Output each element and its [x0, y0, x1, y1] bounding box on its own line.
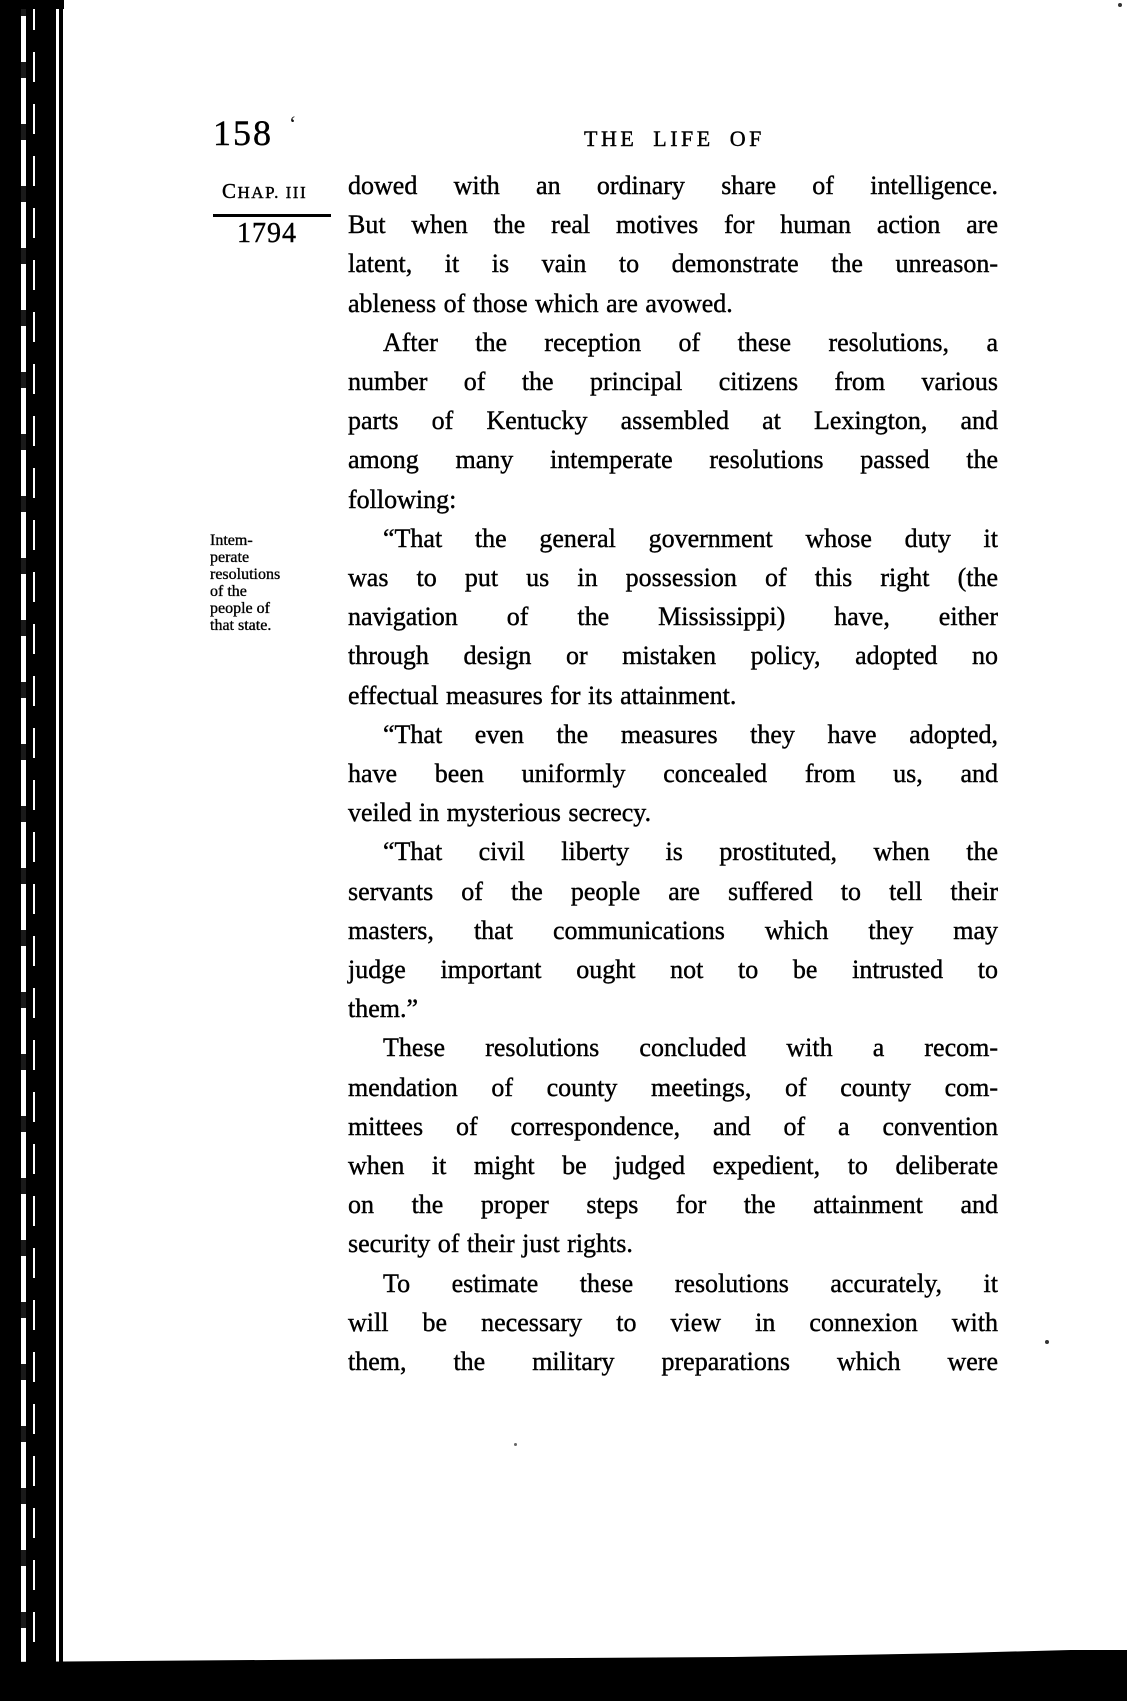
- gutter-texture: [21, 0, 26, 1701]
- paragraph: [348, 166, 998, 323]
- margin-note-line: Intem-: [210, 532, 253, 549]
- text-line: parts of Kentucky assembled at Lexington, and: [348, 406, 998, 436]
- text-line: mittees of correspondence, and of a convention: [348, 1111, 998, 1141]
- text-line: them.”: [348, 994, 419, 1024]
- text-line: number of the principal citizens from various: [348, 367, 998, 397]
- text-line: ableness of those which are avowed.: [348, 288, 733, 318]
- paragraph: [348, 1028, 998, 1263]
- text-line: “That civil liberty is prostituted, when the: [383, 837, 998, 867]
- margin-note-line: perate: [210, 549, 250, 566]
- paragraph: [348, 1264, 998, 1382]
- text-line: mendation of county meetings, of county com-: [348, 1072, 998, 1102]
- text-line: “That the general government whose duty it: [383, 523, 998, 553]
- text-line: But when the real motives for human action are: [348, 210, 998, 240]
- running-header: THE LIFE OF: [584, 126, 765, 151]
- gutter-texture: [33, 0, 35, 1701]
- margin-note-line: people of: [210, 600, 270, 617]
- margin-note: [210, 532, 335, 634]
- text-line: following:: [348, 484, 457, 514]
- stray-ink-mark: ‘: [289, 111, 297, 136]
- ink-speck: [1118, 3, 1122, 7]
- margin-note-line: that state.: [210, 617, 272, 634]
- page-number: 158: [213, 113, 273, 153]
- text-line: masters, that communications which they may: [348, 915, 998, 945]
- text-line: through design or mistaken policy, adopted no: [348, 641, 998, 671]
- text-line: veiled in mysterious secrecy.: [348, 798, 652, 828]
- text-line: After the reception of these resolutions, a: [383, 327, 998, 357]
- chapter-rule: [213, 214, 331, 217]
- year-label: 1794: [237, 218, 297, 249]
- text-line: To estimate these resolutions accurately, it: [383, 1268, 998, 1298]
- text-line: judge important ought not to be intrusted to: [348, 955, 998, 985]
- ink-speck: [514, 1443, 517, 1446]
- text-line: have been uniformly concealed from us, and: [348, 759, 998, 789]
- text-line: These resolutions concluded with a recom-: [383, 1033, 998, 1063]
- text-line: effectual measures for its attainment.: [348, 680, 737, 710]
- margin-note-line: resolutions: [210, 566, 281, 583]
- paragraph: [348, 323, 998, 519]
- text-line: on the proper steps for the attainment and: [348, 1190, 998, 1220]
- bottom-scan-band: [0, 1650, 1127, 1701]
- binding-gutter-artifact: [0, 0, 64, 1701]
- ink-speck: [1045, 1340, 1049, 1344]
- text-line: security of their just rights.: [348, 1229, 633, 1259]
- paragraph: [348, 832, 998, 1028]
- paragraph: [348, 519, 998, 715]
- text-line: “That even the measures they have adopted,: [383, 719, 998, 749]
- text-line: among many intemperate resolutions passed the: [348, 445, 998, 475]
- text-line: was to put us in possession of this right (the: [348, 563, 998, 593]
- body-text: [348, 166, 998, 1381]
- paragraph: [348, 715, 998, 833]
- text-line: latent, it is vain to demonstrate the unreason-: [348, 249, 998, 279]
- text-line: will be necessary to view in connexion with: [348, 1307, 998, 1337]
- text-line: servants of the people are suffered to tell their: [348, 876, 998, 906]
- text-line: navigation of the Mississippi) have, either: [348, 602, 998, 632]
- text-line: them, the military preparations which were: [348, 1347, 998, 1377]
- chapter-label: CHAP. III: [222, 179, 308, 203]
- gutter-top-artifact: [0, 0, 64, 9]
- margin-note-line: of the: [210, 583, 247, 600]
- text-line: dowed with an ordinary share of intelligence.: [348, 171, 998, 200]
- text-line: when it might be judged expedient, to deliberate: [348, 1151, 998, 1181]
